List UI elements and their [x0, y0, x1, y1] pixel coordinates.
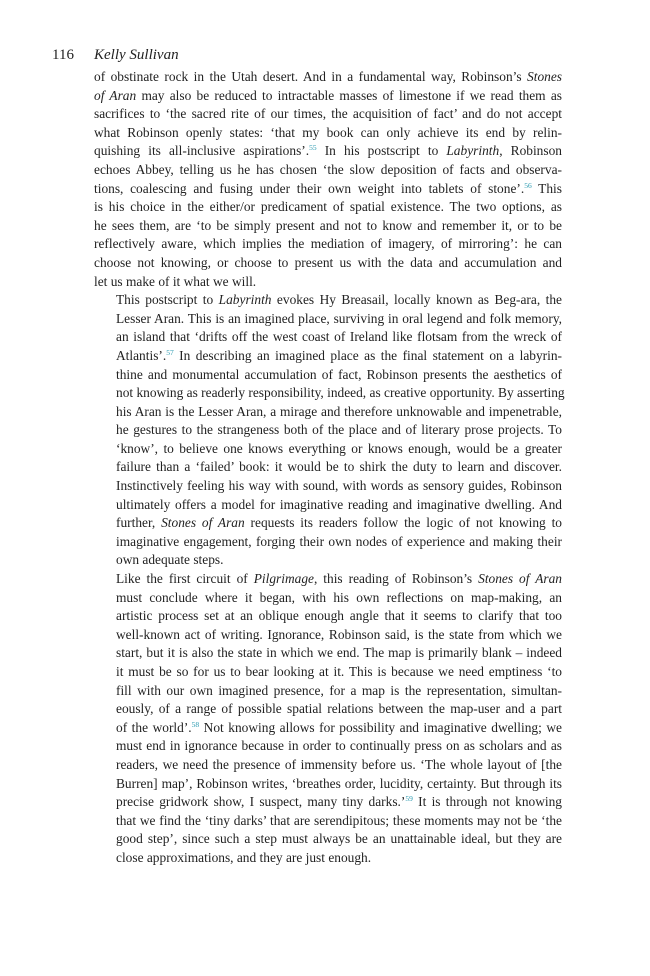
text-line [94, 458, 562, 477]
text-line [94, 254, 562, 273]
text-line [94, 347, 562, 366]
text-line [94, 775, 562, 794]
text-run: thine and monumental accumulation of fact, Robinson presents the aesthetics of [116, 366, 562, 382]
text-run: own adequate steps. [116, 552, 224, 568]
text-run: may also be reduced to intractable masses of limestone if we read them as [136, 87, 562, 103]
text-line [94, 551, 562, 570]
text-run: tions, coalescing and fusing under their own weight into tablets of stone’. [94, 180, 525, 196]
text-line [94, 440, 562, 459]
text-line [94, 570, 562, 589]
text-run: close approximations, and they are just enough. [116, 849, 372, 865]
text-line [94, 87, 562, 106]
footnote-reference[interactable]: 58 [191, 719, 200, 729]
text-run: artistic process set at an oblique enough angle that it seems to clarify that too [116, 608, 562, 624]
page-header [0, 47, 650, 67]
text-line [94, 533, 562, 552]
text-line [94, 403, 562, 422]
text-run: Lesser Aran. This is an imagined place, surviving in oral legend and folk memory, [116, 310, 562, 326]
italic-title: Stones of Aran [161, 515, 245, 531]
italic-title: of Aran [94, 87, 137, 103]
text-run: quishing its all-inclusive aspirations’. [94, 143, 310, 159]
page-number: 116 [52, 47, 74, 63]
text-line [94, 328, 562, 347]
text-run: well-known act of writing. Ignorance, Robinson said, is the state from which we [116, 626, 562, 642]
text-line [94, 700, 562, 719]
text-line [94, 217, 562, 236]
footnote-reference[interactable]: 59 [405, 794, 413, 804]
text-run: it must be so for us to bear looking at it. This is because we need emptiness ‘to [116, 664, 562, 679]
text-run: eously, of a range of possible spatial relations between the map-user and a part [116, 701, 562, 717]
text-run: readers, we need the presence of immensity before us. ‘The whole layout of [the [116, 756, 562, 772]
text-run: he gestures to the strangeness both of the place and of literary prose projects. To [116, 422, 562, 438]
text-line [94, 421, 562, 440]
running-head: Kelly Sullivan [94, 47, 179, 63]
text-line [94, 180, 562, 199]
italic-title: Stones of Aran [478, 571, 562, 587]
text-run: start, but it is also the state in which we end. The map is primarily blank – indeed [116, 645, 562, 661]
text-run: reflectively aware, which implies the mediation of imagery, of mirroring’: he can [94, 236, 562, 252]
text-line [94, 496, 562, 515]
text-line [94, 384, 565, 403]
text-run: ultimately offers a model for imaginative reading and imaginative dwelling. And [116, 496, 562, 512]
paragraph [94, 68, 562, 291]
text-line [94, 142, 562, 161]
paragraph [94, 570, 562, 868]
text-run: Atlantis’. [116, 347, 167, 363]
text-run: sacrifices to ‘the sacred rite of our times, the acquisition of fact’ and do not accept [94, 106, 562, 122]
text-run: Instinctively feeling his way with sound, with words as sensory guides, Robinson [116, 478, 562, 494]
italic-title: Stones [527, 69, 562, 84]
text-run: of obstinate rock in the Utah desert. And in a fundamental way, Robinson’s [94, 69, 528, 84]
text-line [94, 830, 562, 849]
italic-title: Labyrinth [218, 292, 272, 308]
footnote-reference[interactable]: 56 [524, 180, 532, 190]
text-run: his Aran is the Lesser Aran, a mirage and therefore unknowable and impenetrable, [116, 403, 562, 419]
text-run: choose not knowing, or choose to present us with the data and accumulation and [94, 254, 562, 270]
text-run: fill with our own imagined presence, for a map is the representation, simultan- [116, 682, 562, 698]
footnote-reference[interactable]: 57 [166, 347, 174, 357]
text-line [94, 124, 562, 143]
text-run: ‘know’, to believe one knows everything or knows enough, would be a greater [116, 440, 562, 456]
text-line [94, 161, 562, 180]
text-line [94, 737, 562, 756]
paragraph [94, 291, 565, 570]
text-line [94, 514, 562, 533]
text-line [94, 756, 562, 775]
text-run: In his postscript to [316, 143, 447, 159]
text-run: Like the first circuit of [116, 571, 254, 587]
text-line [94, 68, 562, 87]
text-run: further, [116, 515, 162, 531]
text-line [94, 235, 562, 254]
text-run: he sees them, are ‘to be simply present and not to know and remember it, or to be [94, 217, 562, 233]
text-line [94, 663, 562, 682]
text-run: failure than a ‘failed’ book: it would be to shirk the duty to learn and discover. [116, 459, 562, 475]
text-run: that we find the ‘tiny darks’ that are serendipitous; these moments may not be ‘the [116, 812, 562, 828]
text-run: precise gridwork show, I suspect, many tiny darks.’ [116, 794, 406, 810]
text-line [94, 198, 562, 217]
text-run: Burren] map’, Robinson writes, ‘breathes order, lucidity, certainty. But through its [116, 775, 562, 791]
text-run: is his choice in the either/or predicament of spatial existence. The two options, as [94, 199, 562, 215]
text-run: not knowing as readerly responsibility, indeed, as creative opportunity. By asserting [116, 385, 565, 401]
text-line [94, 291, 562, 310]
text-run: of the world’. [116, 719, 192, 735]
footnote-reference[interactable]: 55 [309, 143, 317, 153]
text-run: , this reading of Robinson’s [313, 571, 479, 587]
text-line [94, 310, 562, 329]
text-line [94, 105, 562, 124]
text-run: an island that ‘drifts off the west coast of Ireland like flotsam from the wreck of [116, 329, 562, 345]
text-run: Not knowing allows for possibility and imaginative dwelling; we [199, 719, 562, 735]
text-run: It is through not knowing [412, 794, 562, 810]
text-run: what Robinson openly states: ‘that my book can only achieve its end by relin- [94, 124, 562, 140]
text-run: imaginative engagement, forging their own nodes of experience and making their [116, 533, 562, 549]
text-line [94, 477, 562, 496]
text-line [94, 793, 562, 812]
text-line [94, 812, 562, 831]
text-run: In describing an imagined place as the final statement on a labyrin- [173, 347, 562, 363]
text-run: requests its readers follow the logic of not knowing to [244, 515, 562, 531]
text-line [94, 682, 562, 701]
text-line [94, 644, 562, 663]
text-run: This postscript to [116, 292, 219, 308]
text-run: echoes Abbey, telling us he has chosen ‘the slow deposition of facts and observa- [94, 161, 562, 177]
text-line [94, 719, 562, 738]
text-run: , Robinson [499, 143, 562, 159]
italic-title: Pilgrimage [253, 571, 314, 587]
body-text [94, 68, 565, 868]
text-line [94, 607, 562, 626]
text-run: evokes Hy Breasail, locally known as Beg-ara, the [271, 292, 562, 308]
text-run: must end in ignorance because in order to continually press on as scholars and as [116, 738, 562, 754]
text-line [94, 626, 562, 645]
italic-title: Labyrinth [446, 143, 500, 159]
text-line [94, 273, 562, 292]
text-run: good step’, since such a step must always be an unattainable ideal, but they are [116, 831, 562, 847]
text-run: let us make of it what we will. [94, 273, 257, 289]
text-run: must conclude where it began, with his own reflections on map-making, an [116, 589, 562, 605]
text-line [94, 849, 562, 868]
text-run: This [531, 180, 562, 196]
text-line [94, 589, 562, 608]
text-line [94, 366, 562, 385]
